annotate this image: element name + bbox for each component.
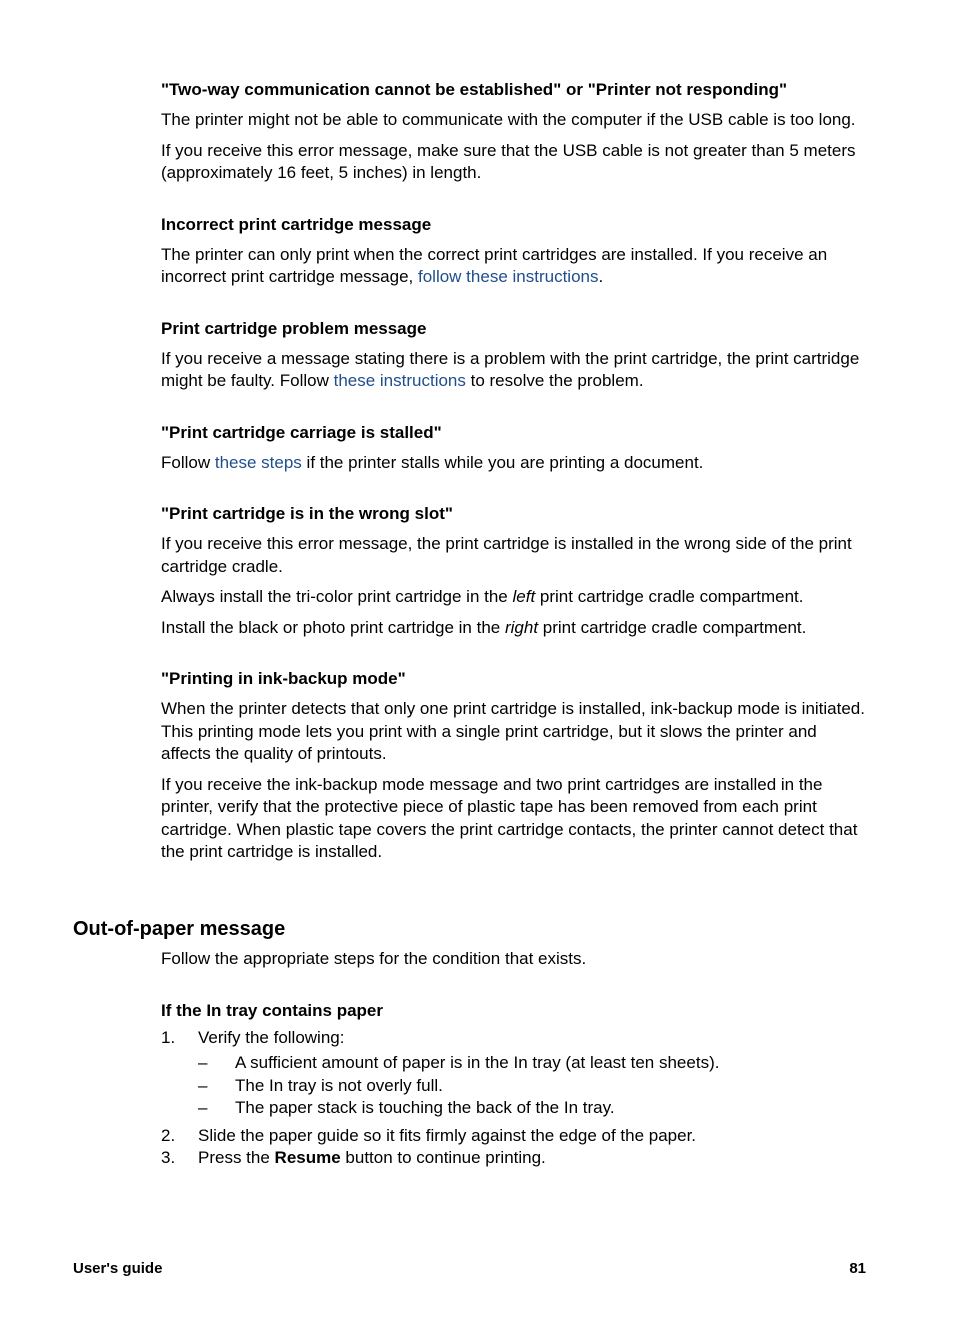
paragraph: Always install the tri-color print cartridge in the left print cartridge cradle compartment. bbox=[161, 587, 804, 606]
paragraph: The printer might not be able to communicate with the computer if the USB cable is too long. bbox=[161, 110, 856, 129]
list-item: – A sufficient amount of paper is in the In tray (at least ten sheets). bbox=[198, 1053, 720, 1072]
section-heading-wrong-slot: "Print cartridge is in the wrong slot" bbox=[161, 504, 453, 523]
section-heading-carriage-stalled: "Print cartridge carriage is stalled" bbox=[161, 422, 442, 442]
list-item: 2. Slide the paper guide so it fits firmly against the edge of the paper. bbox=[161, 1125, 697, 1145]
paragraph: Install the black or photo print cartridge in the right print cartridge cradle compartment. bbox=[161, 617, 807, 637]
these-steps-link[interactable]: these steps bbox=[214, 452, 302, 472]
footer-title: User's guide bbox=[73, 1260, 163, 1277]
section-heading-two-way: "Two-way communication cannot be established" or "Printer not responding" bbox=[161, 80, 788, 99]
paragraph: If you receive the ink-backup mode message and two print cartridges are installed in the printer, verify that the protective piece of plastic tape has been removed from each print cartridge. When plastic tape covers the print cartridge contacts, the printer cannot detect that the print cartridge is installed. bbox=[161, 774, 858, 861]
main-content bbox=[161, 79, 866, 872]
steps-list bbox=[161, 1027, 866, 1170]
list-item: – The paper stack is touching the back of the In tray. bbox=[198, 1098, 615, 1117]
list-item: – The In tray is not overly full. bbox=[198, 1075, 443, 1095]
out-of-paper-intro: Follow the appropriate steps for the condition that exists. bbox=[161, 949, 587, 968]
section-heading-incorrect-cartridge: Incorrect print cartridge message bbox=[161, 214, 432, 234]
paragraph: If you receive this error message, make sure that the USB cable is not greater than 5 meters (approximately 16 feet, 5 inches) in length. bbox=[161, 140, 856, 182]
section-heading-ink-backup: "Printing in ink-backup mode" bbox=[161, 669, 406, 688]
page-number: 81 bbox=[849, 1260, 866, 1277]
list-item: 1. Verify the following: – A sufficient amount of paper is in the In tray (at least ten sheets). – The In tray is not overly full. – The paper stack is touching the back of the In tray. bbox=[161, 1027, 866, 1120]
paragraph: If you receive this error message, the print cartridge is installed in the wrong side of the print cartridge cradle. bbox=[161, 534, 852, 576]
out-of-paper-content bbox=[161, 948, 866, 1170]
paragraph: The printer can only print when the correct print cartridges are installed. If you receive an incorrect print cartridge message, follow these instructions. bbox=[161, 244, 828, 286]
paragraph: Follow these steps if the printer stalls while you are printing a document. bbox=[161, 452, 704, 472]
paragraph: If you receive a message stating there is a problem with the print cartridge, the print cartridge might be faulty. Follow these instructions to resolve the problem. bbox=[161, 348, 860, 390]
checks-list bbox=[198, 1052, 866, 1120]
follow-instructions-link[interactable]: follow these instructions bbox=[418, 267, 599, 286]
list-item: 3. Press the Resume button to continue printing. bbox=[161, 1148, 546, 1167]
out-of-paper-title: Out-of-paper message bbox=[73, 918, 286, 940]
section-heading-cartridge-problem: Print cartridge problem message bbox=[161, 318, 427, 338]
these-instructions-link[interactable]: these instructions bbox=[333, 371, 466, 390]
paragraph: When the printer detects that only one print cartridge is installed, ink-backup mode is initiated. This printing mode lets you print with a single print cartridge, but it slows the printer and affects the quality of printouts. bbox=[161, 699, 865, 763]
in-tray-subheading: If the In tray contains paper bbox=[161, 1000, 383, 1020]
